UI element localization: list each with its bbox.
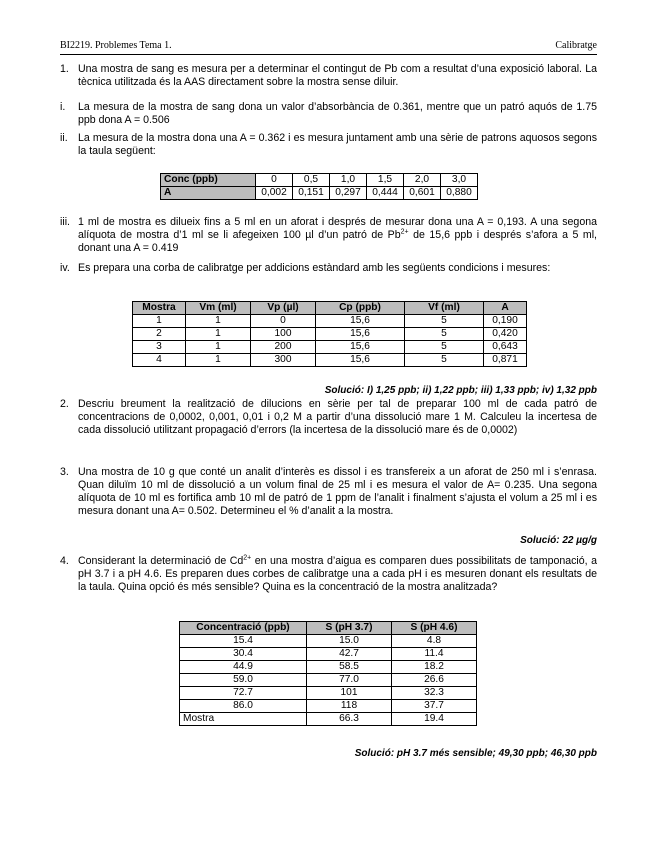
table-cell: 0,643: [484, 341, 527, 354]
column-header: Cp (ppb): [316, 302, 405, 315]
table-cell: 118: [307, 700, 392, 713]
table-cell: 3,0: [441, 174, 478, 187]
table-cell: 0,444: [367, 187, 404, 200]
column-header: S (pH 4.6): [392, 622, 477, 635]
table-row: [161, 174, 478, 187]
table-cell: 86.0: [180, 700, 307, 713]
problem-text: Una mostra de sang es mesura per a determinar el contingut de Pb com a resultat d’una exposició laboral. La tècnica utilitzada és la AAS directament sobre la mostra sense diluir.: [78, 63, 597, 88]
problem-4: [60, 555, 597, 594]
table-cell: 0: [256, 174, 293, 187]
table-row: [133, 315, 527, 328]
column-header: Concentració (ppb): [180, 622, 307, 635]
table-cell: 44.9: [180, 661, 307, 674]
column-header: S (pH 3.7): [307, 622, 392, 635]
table-row: [180, 687, 477, 700]
table-cell: 0,297: [330, 187, 367, 200]
table-row: [133, 341, 527, 354]
table-cell: 77.0: [307, 674, 392, 687]
table-row: [180, 635, 477, 648]
standard-additions-table: [132, 301, 527, 367]
table-cell: 200: [251, 341, 316, 354]
table-cell: 5: [405, 354, 484, 367]
table-cell: 1: [186, 328, 251, 341]
problem-3: [60, 466, 597, 518]
problem-3-solution: Solució: 22 µg/g: [520, 535, 597, 546]
column-header: A: [484, 302, 527, 315]
table-cell: 0,151: [293, 187, 330, 200]
table-row: [133, 328, 527, 341]
table-cell: 1: [133, 315, 186, 328]
row-header: A: [161, 187, 256, 200]
table-header-row: [180, 622, 477, 635]
table-cell: 66.3: [307, 713, 392, 726]
table-cell: 1: [186, 341, 251, 354]
table-cell: 1,5: [367, 174, 404, 187]
part-text: 1 ml de mostra es dilueix fins a 5 ml en un aforat i després de mesurar dona una A = 0,193. A una segona alíquota de mostra d’1 ml se li afegeixen 100 µl d’un patró de $Pb^{2+}$ de 15,6 ppb i després s’afora a 5 ml, donant una A = 0.419: [78, 216, 597, 254]
part-text: La mesura de la mostra de sang dona un valor d’absorbància de 0.361, mentre que un patró aquós de 1.75 ppb dona A = 0.506: [78, 101, 597, 126]
table-cell: 1: [186, 315, 251, 328]
table-cell: 2: [133, 328, 186, 341]
table-cell: 5: [405, 328, 484, 341]
part-number: i.: [60, 101, 66, 113]
table-cell: 30.4: [180, 648, 307, 661]
table-row: [180, 648, 477, 661]
table-cell: 59.0: [180, 674, 307, 687]
problem-1: [60, 63, 597, 89]
table-cell: 15,6: [316, 341, 405, 354]
problem-1-part-ii: [60, 132, 597, 158]
header-course: BI2219. Problemes Tema 1.: [60, 40, 172, 51]
part-number: iii.: [60, 216, 71, 228]
problem-1-part-i: [60, 101, 597, 127]
table-cell: 0,5: [293, 174, 330, 187]
table-cell: 4.8: [392, 635, 477, 648]
table-cell: 0,601: [404, 187, 441, 200]
table-cell: 15,6: [316, 315, 405, 328]
column-header: Vp (µl): [251, 302, 316, 315]
table-cell: 1,0: [330, 174, 367, 187]
table-cell: 15,6: [316, 354, 405, 367]
problem-text: Descriu breument la realització de dilucions en sèrie per tal de preparar 100 ml de cada patró de concentracions de 0,0002, 0,001, 0,01 i 0,2 M a partir d’una dissolució mare 1 M. Calculeu la incertesa de cada dissolució utilitzant propagació d’errors (la incertesa de la dissolució mare és de 0,0002): [78, 398, 597, 436]
table-cell: 42.7: [307, 648, 392, 661]
table-cell: 58.5: [307, 661, 392, 674]
problem-1-part-iii: [60, 216, 597, 255]
column-header: Vf (ml): [405, 302, 484, 315]
problem-number: 3.: [60, 466, 69, 478]
part-number: ii.: [60, 132, 68, 144]
page-header: [60, 40, 597, 55]
table-row: [180, 700, 477, 713]
table-cell: 100: [251, 328, 316, 341]
part-number: iv.: [60, 262, 70, 274]
table-cell: 0,420: [484, 328, 527, 341]
table-cell: 37.7: [392, 700, 477, 713]
table-cell: 26.6: [392, 674, 477, 687]
table-cell: Mostra: [180, 713, 307, 726]
table-cell: 300: [251, 354, 316, 367]
problem-1-solution: Solució: I) 1,25 ppb; ii) 1,22 ppb; iii) 1,33 ppb; iv) 1,32 ppb: [324, 385, 597, 396]
table-cell: 0,002: [256, 187, 293, 200]
table-cell: 15.4: [180, 635, 307, 648]
table-row: [180, 661, 477, 674]
cadmium-results-table: [179, 621, 477, 726]
table-row: [161, 187, 478, 200]
table-cell: 1: [186, 354, 251, 367]
table-cell: 2,0: [404, 174, 441, 187]
problem-text: Considerant la determinació de $Cd^{2+}$ en una mostra d’aigua es comparen dues possibilitats de tamponació, a pH 3.7 i a pH 4.6. Es preparen dues corbes de calibratge una a cada pH i es mesuren donant els resultats de la taula. Quina opció és més sensible? Quina es la concentració de la mostra analitzada?: [78, 554, 597, 593]
table-cell: 15,6: [316, 328, 405, 341]
table-cell: 5: [405, 315, 484, 328]
table-row-sample: [180, 713, 477, 726]
table-cell: 15.0: [307, 635, 392, 648]
table-cell: 0,880: [441, 187, 478, 200]
table-cell: 5: [405, 341, 484, 354]
table-cell: 72.7: [180, 687, 307, 700]
column-header: Vm (ml): [186, 302, 251, 315]
calibration-table: [160, 173, 478, 200]
problem-number: 1.: [60, 63, 69, 75]
row-header: Conc (ppb): [161, 174, 256, 187]
table-cell: 19.4: [392, 713, 477, 726]
table-row: [133, 354, 527, 367]
table-cell: 3: [133, 341, 186, 354]
problem-number: 2.: [60, 398, 69, 410]
column-header: Mostra: [133, 302, 186, 315]
table-cell: 32.3: [392, 687, 477, 700]
problem-text: Una mostra de 10 g que conté un analit d’interès es dissol i es transfereix a un aforat de 250 ml i s’enrasa. Quan diluïm 10 ml de dissolució a un volum final de 25 ml i es mesura el valor de A= 0.235. Una segona alíquota de 10 ml es fortifica amb 10 ml de patró de 1 ppm de l’analit i finalment s’ajusta el volum a 25 ml i es mesura donant una A= 0.502. Determineu el % d’analit a la mostra.: [78, 466, 597, 517]
part-text: La mesura de la mostra dona una A = 0.362 i es mesura juntament amb una sèrie de patrons aquosos segons la taula següent:: [78, 132, 597, 157]
problem-number: 4.: [60, 555, 69, 567]
table-cell: 11.4: [392, 648, 477, 661]
table-row: [180, 674, 477, 687]
problem-1-part-iv: [60, 262, 597, 275]
table-cell: 0: [251, 315, 316, 328]
table-cell: 0,190: [484, 315, 527, 328]
part-text: Es prepara una corba de calibratge per addicions estàndard amb les següents condicions i mesures:: [78, 262, 551, 274]
problem-4-solution: Solució: pH 3.7 més sensible; 49,30 ppb; 46,30 ppb: [354, 748, 597, 759]
table-header-row: [133, 302, 527, 315]
table-cell: 18.2: [392, 661, 477, 674]
problem-2: [60, 398, 597, 437]
table-cell: 101: [307, 687, 392, 700]
table-cell: 0,871: [484, 354, 527, 367]
table-cell: 4: [133, 354, 186, 367]
header-topic: Calibratge: [555, 40, 597, 51]
